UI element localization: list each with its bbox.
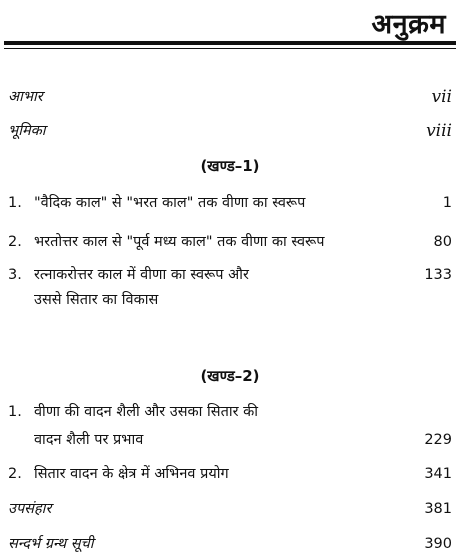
chapter-title: भरतोत्तर काल से "पूर्व मध्य काल" तक वीणा का स्वरूप [34,234,325,250]
entry-page: 390 [424,536,452,552]
entry-page: 80 [433,234,452,250]
entry-title: आभार [8,89,43,105]
chapter-number: 3. [8,267,22,283]
section-2-label: (खण्ड–2) [200,367,260,385]
chapter-number: 1. [8,404,22,420]
entry-page: 341 [424,466,452,482]
chapter-number: 2. [8,234,22,250]
chapter-title-cont: वादन शैली पर प्रभाव [34,432,144,448]
section-1-label: (खण्ड–1) [200,157,260,175]
chapter-title: रत्नाकरोत्तर काल में वीणा का स्वरूप और [34,267,249,283]
entry-title: भूमिका [8,123,46,139]
entry-page: 1 [442,195,452,211]
entry-page: viii [426,121,452,141]
chapter-number: 1. [8,195,22,211]
heading-rule-thick [4,41,456,45]
entry-page: 381 [424,501,452,517]
toc-heading: अनुक्रम [371,9,446,40]
heading-rule-thin [4,48,456,49]
chapter-title: वीणा की वादन शैली और उसका सितार की [34,404,259,420]
entry-page: 133 [424,267,452,283]
entry-title: उपसंहार [8,501,52,517]
chapter-title: सितार वादन के क्षेत्र में अभिनव प्रयोग [34,466,229,482]
chapter-title: "वैदिक काल" से "भरत काल" तक वीणा का स्वरूप [34,195,306,211]
chapter-title-cont: उससे सितार का विकास [34,292,159,308]
entry-page: vii [431,87,452,107]
entry-page: 229 [424,432,452,448]
entry-title: सन्दर्भ ग्रन्थ सूची [8,536,94,552]
chapter-number: 2. [8,466,22,482]
